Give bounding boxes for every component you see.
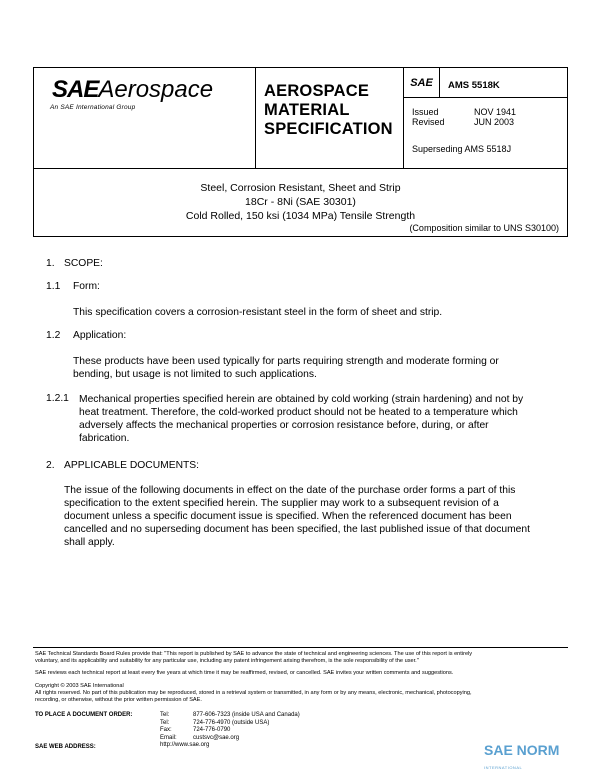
tel2-value[interactable]: 724-776-4970 (outside USA) [193, 719, 270, 726]
order-label: TO PLACE A DOCUMENT ORDER: [35, 712, 133, 718]
tel-label: Tel: [160, 712, 170, 718]
composition-note: (Composition similar to UNS S30100) [409, 223, 559, 233]
sae-norm-logo: SAE NORM [484, 742, 560, 758]
subject-line-3: Cold Rolled, 150 ksi (1034 MPa) Tensile Strength [185, 210, 416, 222]
email-label: Email: [160, 734, 177, 741]
section-1-2-number: 1.2 [46, 330, 61, 341]
section-1-2-title: Application: [73, 330, 127, 341]
logo-aerospace-text: Aerospace [98, 76, 214, 103]
section-2-line-3: document unless a specific document issue is specified. When the referenced document has been [64, 511, 512, 522]
section-2-title: APPLICABLE DOCUMENTS: [64, 460, 200, 471]
revised-value: JUN 2003 [474, 117, 515, 127]
title-line-2: MATERIAL [264, 101, 350, 119]
section-1-2-1-number: 1.2.1 [46, 393, 69, 404]
subject-line-2: 18Cr - 8Ni (SAE 30301) [245, 196, 356, 208]
section-1-1-title: Form: [73, 281, 100, 292]
title-line-1: AEROSPACE [264, 82, 370, 100]
section-1-2-1-line-1: Mechanical properties specified herein are obtained by cold working (strain hardening) and not by [79, 394, 524, 405]
section-1-2-line-1: These products have been used typically for parts requiring strength and moderate forming or [73, 356, 499, 367]
sae-mark: SAE [404, 68, 440, 98]
email-link[interactable]: custsvc@sae.org [193, 734, 240, 741]
sae-norm-logo-subtitle: INTERNATIONAL [484, 765, 523, 770]
footer-rules-line-1: SAE Technical Standards Board Rules provide that: "This report is published by SAE to advance the state of technical and engineering sciences. The use of this report is entirely [35, 651, 473, 657]
section-1-2-line-2: bending, but usage is not limited to such applications. [73, 369, 317, 380]
spec-header [33, 67, 568, 169]
footer-rights-line-2: recording, or otherwise, without the prior written permission of SAE. [35, 697, 202, 703]
title-line-3: SPECIFICATION [264, 120, 393, 138]
footer-rule [33, 647, 568, 648]
web-label: SAE WEB ADDRESS: [35, 744, 96, 750]
section-2-text [64, 484, 530, 549]
section-1-2-1-text [79, 393, 523, 445]
section-1-1-number: 1.1 [46, 281, 61, 292]
tel2-label: Tel: [160, 719, 170, 726]
subject-line-1: Steel, Corrosion Resistant, Sheet and Strip [200, 182, 401, 194]
spec-subject [33, 169, 568, 237]
section-1-2-text [73, 355, 499, 381]
footer-rights-line-1: All rights reserved. No part of this publication may be reproduced, stored in a retrieval system or transmitted, in any form or by any means, electronic, mechanical, photocopying, [35, 690, 472, 696]
revised-label: Revised [412, 117, 445, 127]
ams-number: AMS 5518K [440, 68, 567, 98]
section-2-number: 2. [46, 460, 55, 471]
fax-label: Fax: [160, 727, 172, 734]
footer-rules-notice [35, 651, 565, 665]
issued-label: Issued [412, 107, 439, 117]
section-1-2-1-line-4: fabrication. [79, 433, 130, 444]
spec-title [256, 68, 404, 168]
section-1-number: 1. [46, 258, 55, 269]
logo-sae-text: SAE [52, 76, 99, 103]
tel-value[interactable]: 877-606-7323 (inside USA and Canada) [193, 712, 300, 718]
section-1-1-text: This specification covers a corrosion-resistant steel in the form of sheet and strip. [73, 307, 443, 318]
sae-aerospace-logo [34, 68, 256, 168]
footer-copyright: Copyright © 2003 SAE International [35, 683, 124, 689]
footer-rights [35, 690, 565, 704]
section-2-line-1: The issue of the following documents in effect on the date of the purchase order forms a part of this [64, 485, 516, 496]
section-2-line-4: cancelled and no superseding document has been specified, the last published issue of that document [64, 524, 530, 535]
section-2-line-2: specification to the extent specified herein. The supplier may work to a subsequent revision of a [64, 498, 499, 509]
footer-rules-line-2: voluntary, and its applicability and suitability for any particular use, including any patent infringement arising therefrom, is the sole responsibility of the user." [35, 658, 419, 664]
section-2-line-5: shall apply. [64, 537, 115, 548]
section-1-2-1-line-2: heat treatment. Therefore, the cold-worked product should not be heated to a temperature which [79, 407, 518, 418]
web-link[interactable]: http://www.sae.org [160, 742, 210, 749]
logo-subtitle: An SAE International Group [50, 104, 136, 111]
issue-dates [412, 107, 516, 127]
footer-review-notice: SAE reviews each technical report at least every five years at which time it may be reaffirmed, revised, or cancelled. SAE invites your written comments and suggestions. [35, 670, 454, 676]
section-1-title: SCOPE: [64, 258, 103, 269]
superseding-note: Superseding AMS 5518J [412, 144, 512, 154]
fax-value: 724-776-0790 [193, 727, 231, 734]
issued-value: NOV 1941 [474, 107, 517, 117]
section-1-2-1-line-3: adversely affects the mechanical properties or corrosion resistance before, during, or after [79, 420, 489, 431]
